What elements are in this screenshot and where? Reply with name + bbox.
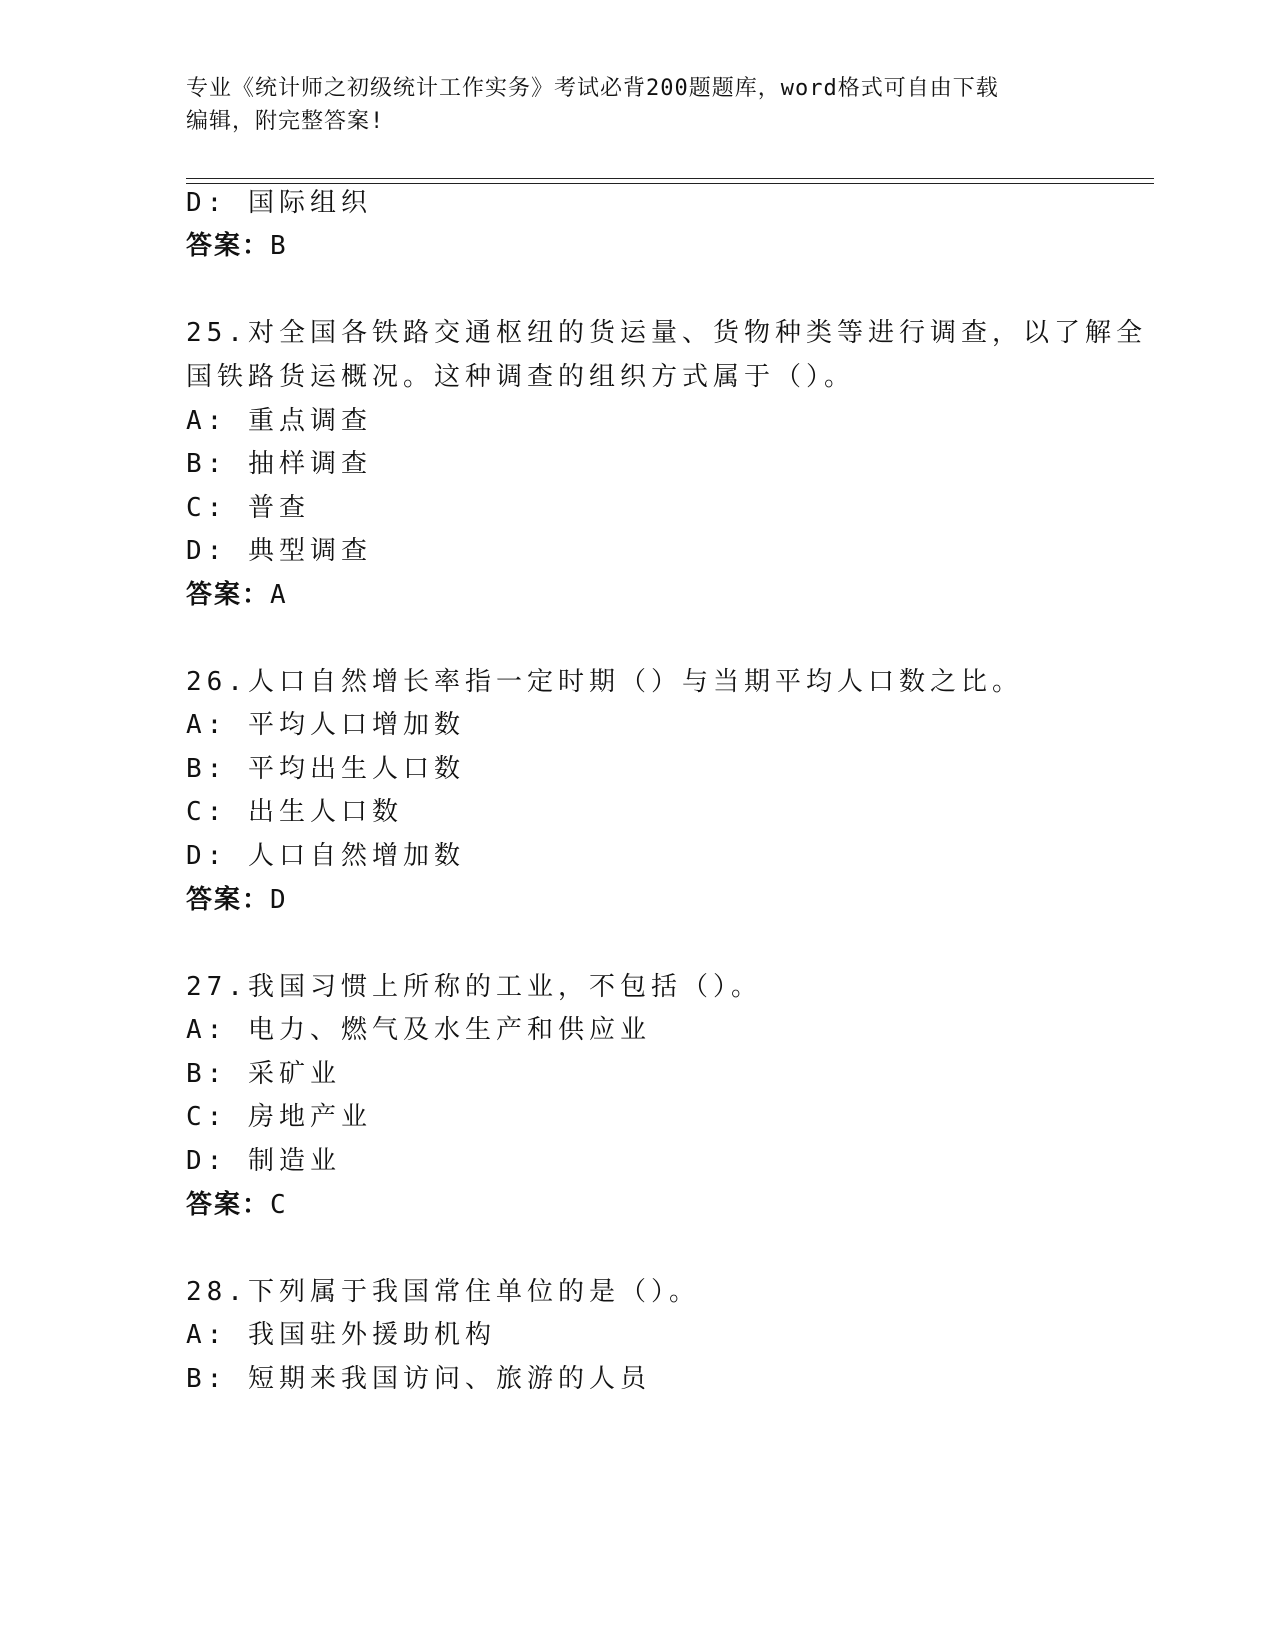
answer-value: D — [270, 885, 287, 915]
question-26-answer — [186, 885, 287, 915]
question-25-option-b: B: 抽样调查 — [186, 449, 372, 479]
question-28-stem: 28.下列属于我国常住单位的是（）。 — [186, 1277, 700, 1307]
answer-label: 答案： — [186, 1190, 271, 1220]
question-26-stem: 26.人口自然增长率指一定时期（）与当期平均人口数之比。 — [186, 667, 1023, 697]
question-27-answer — [186, 1190, 287, 1220]
question-27-option-b: B: 采矿业 — [186, 1059, 341, 1089]
header-line-1: 专业《统计师之初级统计工作实务》考试必背200题题库，word格式可自由下载 — [186, 76, 999, 101]
document-header — [186, 72, 1086, 138]
question-25-option-c: C: 普查 — [186, 493, 310, 523]
header-divider — [186, 178, 1154, 184]
question-28-option-b: B: 短期来我国访问、旅游的人员 — [186, 1364, 651, 1394]
question-26-option-c: C: 出生人口数 — [186, 797, 403, 827]
answer-value: A — [270, 580, 287, 610]
question-27-option-c: C: 房地产业 — [186, 1102, 372, 1132]
answer-value: B — [270, 231, 287, 261]
answer-label: 答案： — [186, 580, 271, 610]
question-27-stem: 27.我国习惯上所称的工业，不包括（）。 — [186, 972, 762, 1002]
question-25-stem-line-2: 国铁路货运概况。这种调查的组织方式属于（）。 — [186, 362, 856, 392]
prev-option-d: D: 国际组织 — [186, 188, 372, 218]
prev-answer — [186, 231, 287, 261]
question-26-option-d: D: 人口自然增加数 — [186, 841, 465, 871]
answer-label: 答案： — [186, 231, 271, 261]
header-line-2: 编辑，附完整答案! — [186, 109, 385, 134]
question-27-option-a: A: 电力、燃气及水生产和供应业 — [186, 1015, 651, 1045]
question-25-answer — [186, 580, 287, 610]
answer-label: 答案： — [186, 885, 271, 915]
question-25-stem-line-1: 25.对全国各铁路交通枢纽的货运量、货物种类等进行调查，以了解全 — [186, 318, 1147, 348]
question-26-option-b: B: 平均出生人口数 — [186, 754, 465, 784]
question-25-option-a: A: 重点调查 — [186, 406, 372, 436]
question-25-option-d: D: 典型调查 — [186, 536, 372, 566]
answer-value: C — [270, 1190, 287, 1220]
question-28-option-a: A: 我国驻外援助机构 — [186, 1320, 496, 1350]
question-26-option-a: A: 平均人口增加数 — [186, 710, 465, 740]
question-27-option-d: D: 制造业 — [186, 1146, 341, 1176]
